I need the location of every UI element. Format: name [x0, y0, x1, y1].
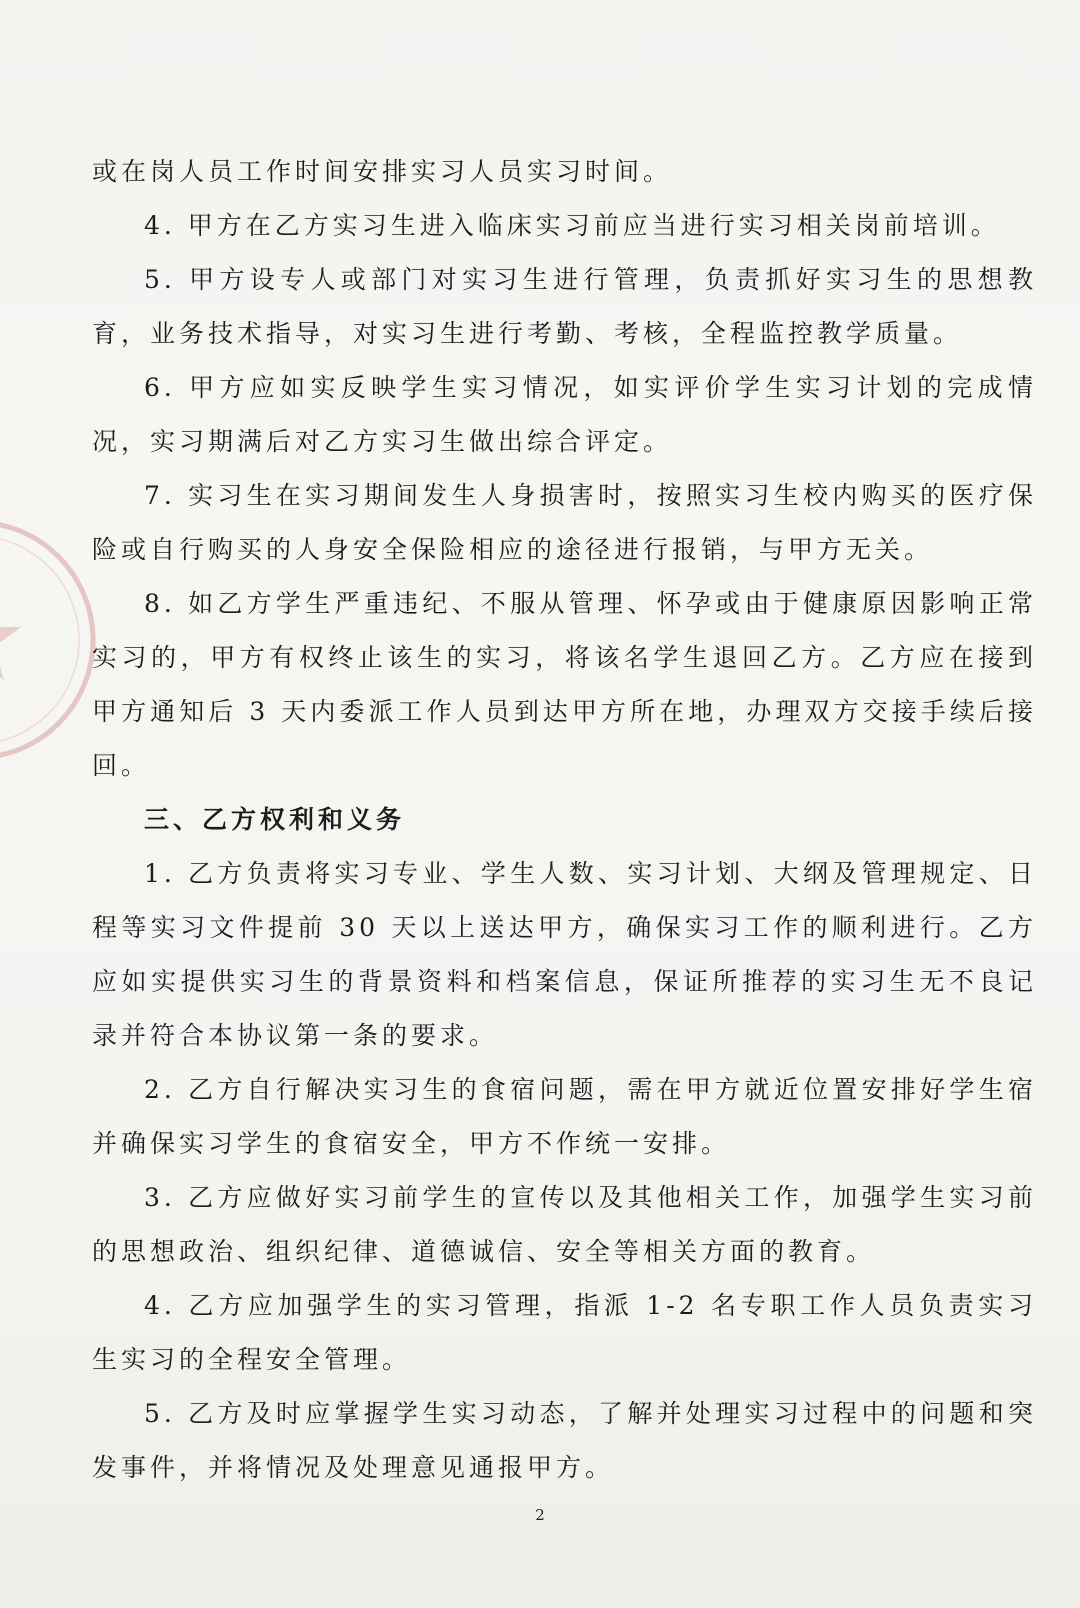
page-number: 2 [535, 1506, 545, 1524]
clause-8-party-a: 8. 如乙方学生严重违纪、不服从管理、怀孕或由于健康原因影响正常实习的，甲方有权终止该生的实习，将该名学生退回乙方。乙方应在接到甲方通知后 3 天内委派工作人员到达甲方所在地，办理双方交接手续后接回。 [92, 589, 1037, 780]
clause-1-party-b: 1. 乙方负责将实习专业、学生人数、实习计划、大纲及管理规定、日程等实习文件提前 30 天以上送达甲方，确保实习工作的顺利进行。乙方应如实提供实习生的背景资料和档案信息，保证所推荐的实习生无不良记录并符合本协议第一条的要求。 [92, 859, 1037, 1050]
document-body [92, 145, 1037, 1495]
clause-3-party-b: 3. 乙方应做好实习前学生的宣传以及其他相关工作，加强学生实习前的思想政治、组织纪律、道德诚信、安全等相关方面的教育。 [92, 1183, 1037, 1266]
clause-4-party-b: 4. 乙方应加强学生的实习管理，指派 1-2 名专职工作人员负责实习生实习的全程安全管理。 [92, 1291, 1037, 1374]
section-heading-party-b: 三、乙方权利和义务 [144, 805, 406, 834]
official-seal-stamp [0, 515, 100, 765]
clause-4-party-a: 4. 甲方在乙方实习生进入临床实习前应当进行实习相关岗前培训。 [144, 211, 1000, 240]
paragraph-continuation: 或在岗人员工作时间安排实习人员实习时间。 [92, 157, 673, 186]
clause-5-party-a: 5. 甲方设专人或部门对实习生进行管理，负责抓好实习生的思想教育，业务技术指导，对实习生进行考勤、考核，全程监控教学质量。 [92, 265, 1037, 348]
clause-7-party-a: 7. 实习生在实习期间发生人身损害时，按照实习生校内购买的医疗保险或自行购买的人身安全保险相应的途径进行报销，与甲方无关。 [92, 481, 1037, 564]
clause-5-party-b: 5. 乙方及时应掌握学生实习动态，了解并处理实习过程中的问题和突发事件，并将情况及处理意见通报甲方。 [92, 1399, 1037, 1482]
clause-2-party-b: 2. 乙方自行解决实习生的食宿问题，需在甲方就近位置安排好学生宿并确保实习学生的食宿安全，甲方不作统一安排。 [92, 1075, 1037, 1158]
clause-6-party-a: 6. 甲方应如实反映学生实习情况，如实评价学生实习计划的完成情况，实习期满后对乙方实习生做出综合评定。 [92, 373, 1037, 456]
